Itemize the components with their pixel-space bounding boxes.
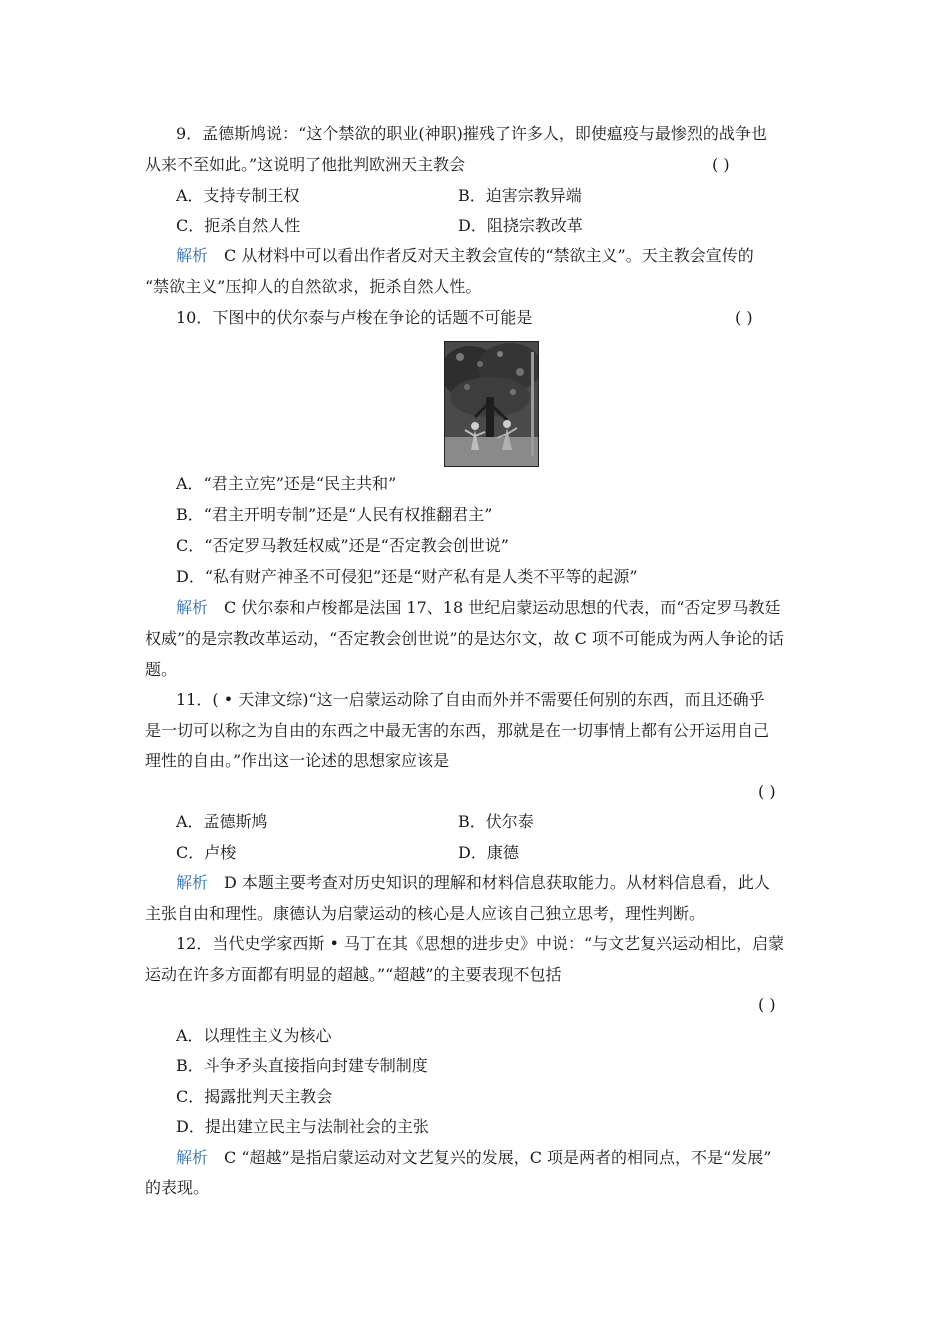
engraving-illustration bbox=[445, 342, 538, 466]
q12-analysis-line1 bbox=[176, 1147, 771, 1169]
q12-option-d: D．提出建立民主与法制社会的主张 bbox=[176, 1117, 429, 1136]
q9-option-b: B．迫害宗教异端 bbox=[458, 186, 582, 205]
analysis-label: 解析 bbox=[176, 246, 209, 265]
q12-option-b: B．斗争矛头直接指向封建专制制度 bbox=[176, 1056, 428, 1075]
q12-stem-line2: 运动在许多方面都有明显的超越。”“超越”的主要表现不包括 bbox=[145, 965, 562, 984]
q11-option-d: D．康德 bbox=[458, 843, 519, 862]
q9-analysis-text1: C 从材料中可以看出作者反对天主教会宣传的“禁欲主义”。天主教会宣传的 bbox=[224, 246, 754, 265]
q11-stem-line1: 11．( • 天津文综)“这一启蒙运动除了自由而外并不需要任何别的东西，而且还确乎 bbox=[176, 690, 765, 709]
q11-analysis-line1 bbox=[176, 872, 770, 894]
q12-analysis-text1: C “超越”是指启蒙运动对文艺复兴的发展，C 项是两者的相同点，不是“发展” bbox=[224, 1148, 772, 1167]
q12-answer-blank: ( ) bbox=[758, 995, 776, 1014]
voltaire-rousseau-engraving bbox=[444, 341, 539, 467]
q12-stem-line1: 12．当代史学家西斯 • 马丁在其《思想的进步史》中说：“与文艺复兴运动相比，启蒙 bbox=[176, 934, 785, 953]
q11-stem-line3: 理性的自由。”作出这一论述的思想家应该是 bbox=[145, 751, 450, 770]
q9-stem-line1: 9．孟德斯鸠说：“这个禁欲的职业(神职)摧残了许多人，即使瘟疫与最惨烈的战争也 bbox=[176, 124, 767, 143]
q11-option-c: C．卢梭 bbox=[176, 843, 237, 862]
q10-analysis-line1 bbox=[176, 597, 780, 619]
q9-option-c: C．扼杀自然人性 bbox=[176, 216, 301, 235]
q9-option-d: D．阻挠宗教改革 bbox=[458, 216, 583, 235]
q12-option-a: A．以理性主义为核心 bbox=[176, 1026, 332, 1045]
q12-analysis-line2: 的表现。 bbox=[145, 1178, 210, 1197]
q10-option-a: A．“君主立宪”还是“民主共和” bbox=[176, 474, 397, 493]
analysis-label: 解析 bbox=[176, 598, 209, 617]
q11-option-a: A．孟德斯鸠 bbox=[176, 812, 268, 831]
q9-option-a: A．支持专制王权 bbox=[176, 186, 300, 205]
q10-option-d: D．“私有财产神圣不可侵犯”还是“财产私有是人类不平等的起源” bbox=[176, 567, 638, 586]
q11-analysis-text1: D 本题主要考查对历史知识的理解和材料信息获取能力。从材料信息看，此人 bbox=[224, 873, 770, 892]
q11-answer-blank: ( ) bbox=[758, 782, 776, 801]
q10-option-b: B．“君主开明专制”还是“人民有权推翻君主” bbox=[176, 505, 493, 524]
q9-analysis-line1 bbox=[176, 245, 754, 267]
analysis-label: 解析 bbox=[176, 873, 209, 892]
q10-analysis-line2: 权威”的是宗教改革运动，“否定教会创世说”的是达尔文，故 C 项不可能成为两人争论的话 bbox=[145, 629, 784, 648]
q11-option-b: B．伏尔泰 bbox=[458, 812, 534, 831]
q9-answer-blank: ( ) bbox=[712, 155, 730, 174]
q10-option-c: C．“否定罗马教廷权威”还是“否定教会创世说” bbox=[176, 536, 509, 555]
q10-stem-line1: 10．下图中的伏尔泰与卢梭在争论的话题不可能是 bbox=[176, 308, 533, 327]
q10-analysis-line3: 题。 bbox=[145, 660, 178, 679]
analysis-label: 解析 bbox=[176, 1148, 209, 1167]
q10-analysis-text1: C 伏尔泰和卢梭都是法国 17、18 世纪启蒙运动思想的代表，而“否定罗马教廷 bbox=[224, 598, 781, 617]
q11-stem-line2: 是一切可以称之为自由的东西之中最无害的东西，那就是在一切事情上都有公开运用自己 bbox=[145, 721, 770, 740]
q11-analysis-line2: 主张自由和理性。康德认为启蒙运动的核心是人应该自己独立思考，理性判断。 bbox=[145, 904, 706, 923]
q9-analysis-line2: “禁欲主义”压抑人的自然欲求，扼杀自然人性。 bbox=[145, 277, 482, 296]
q10-answer-blank: ( ) bbox=[735, 308, 753, 327]
q9-stem-line2: 从来不至如此。”这说明了他批判欧洲天主教会 bbox=[145, 155, 466, 174]
q12-option-c: C．揭露批判天主教会 bbox=[176, 1087, 333, 1106]
